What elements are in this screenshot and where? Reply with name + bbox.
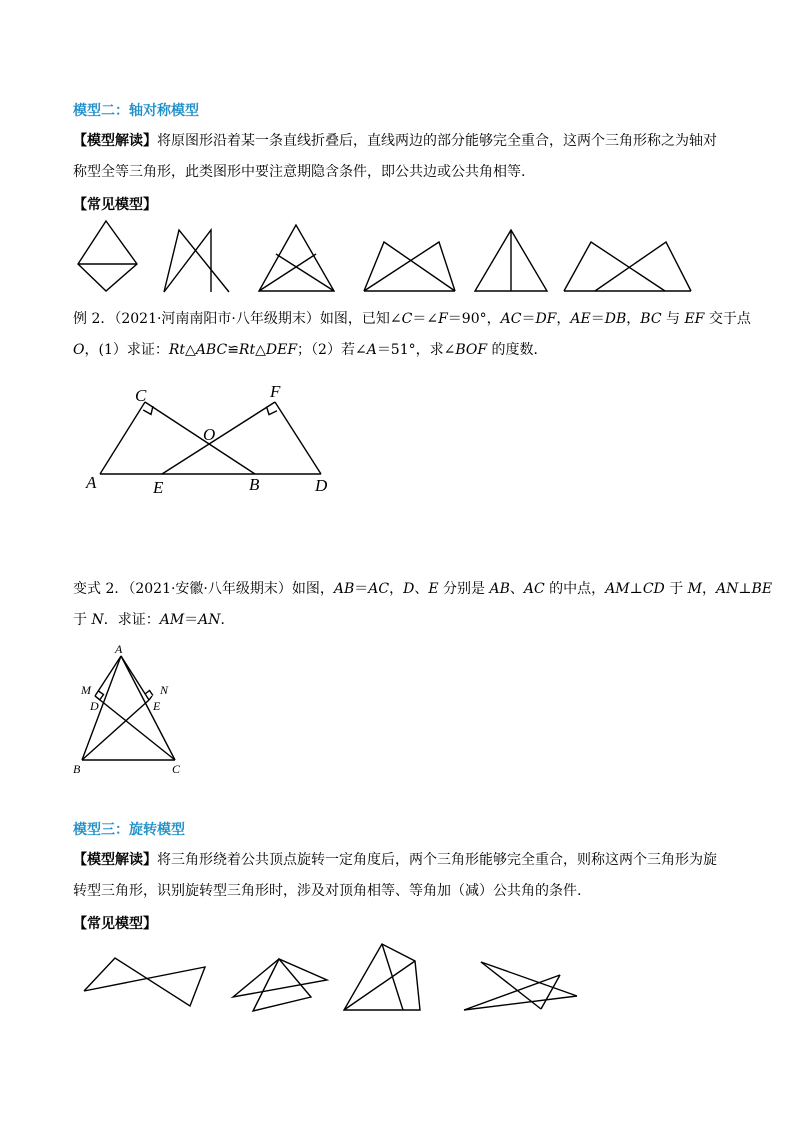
- section2-explain-line2: 称型全等三角形，此类图形中要注意期隐含条件，即公共边或公共角相等.: [73, 164, 526, 180]
- section2-explain-line1: 【模型解读】将原图形沿着某一条直线折叠后，直线两边的部分能够完全重合，这两个三角形称之为轴对: [73, 133, 717, 149]
- variant2-line2: 于 N．求证：AM＝AN．: [73, 612, 235, 628]
- model-explain-label: 【模型解读】: [73, 133, 157, 149]
- label-D: D: [90, 699, 99, 713]
- section3-heading: 模型三：旋转模型: [73, 822, 185, 838]
- label-N: N: [160, 683, 169, 697]
- section3-common-label: 【常见模型】: [73, 916, 157, 932]
- section2-heading: 模型二：轴对称模型: [73, 103, 199, 119]
- label-C: C: [135, 386, 147, 405]
- example2-line2: O，(1）求证：Rt△ABC≌Rt△DEF；（2）若∠A＝51°，求∠BOF 的度数．: [73, 342, 548, 358]
- label-E: E: [153, 699, 161, 713]
- label-A: A: [115, 642, 123, 656]
- label-D: D: [315, 476, 328, 495]
- label-O: O: [203, 425, 216, 444]
- section2-common-label: 【常见模型】: [73, 197, 157, 213]
- model-explain-label: 【模型解读】: [73, 852, 157, 868]
- label-C: C: [172, 762, 181, 776]
- example2-line1: 例 2．（2021·河南南阳市·八年级期末）如图，已知∠C＝∠F＝90°，AC＝DF，AE＝DB，BC 与 EF 交于点: [73, 311, 751, 327]
- variant2-line1: 变式 2．（2021·安徽·八年级期末）如图，AB＝AC，D、E 分别是 AB、AC 的中点，AM⊥CD 于 M，AN⊥BE: [73, 581, 773, 597]
- label-E: E: [153, 478, 164, 497]
- label-M: M: [81, 683, 91, 697]
- section3-explain-line2: 转型三角形，识别旋转型三角形时，涉及对顶角相等、等角加（减）公共角的条件.: [73, 883, 582, 899]
- label-F: F: [270, 382, 281, 401]
- label-A: A: [86, 473, 97, 492]
- label-B: B: [249, 475, 260, 494]
- label-B: B: [73, 762, 81, 776]
- section3-explain-line1: 【模型解读】将三角形绕着公共顶点旋转一定角度后，两个三角形能够完全重合，则称这两个三角形为旋: [73, 852, 717, 868]
